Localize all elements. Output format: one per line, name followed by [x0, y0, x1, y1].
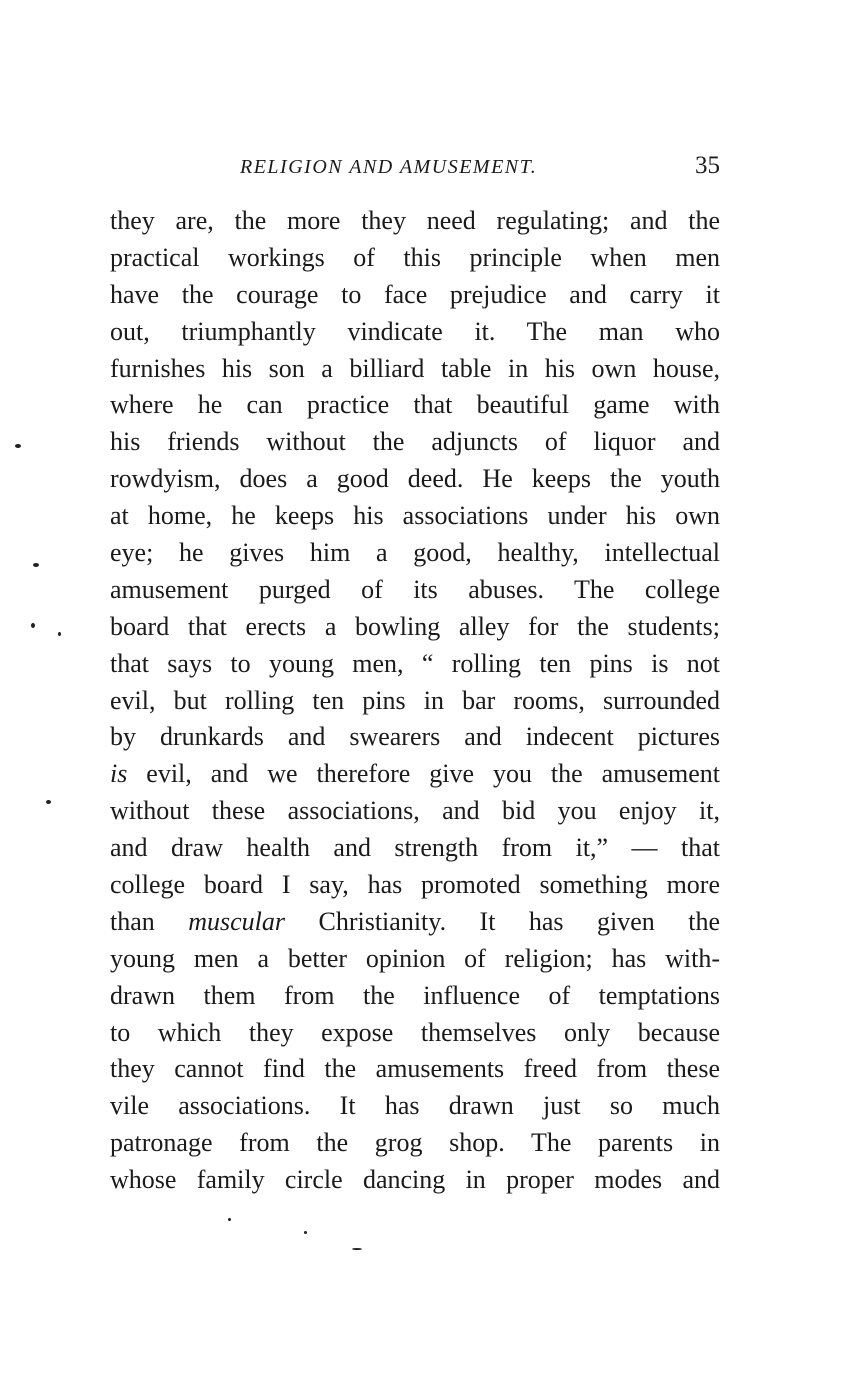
text-line: drawn them from the influence of temptations	[110, 980, 720, 1010]
text-line: amusement purged of its abuses. The college	[110, 574, 720, 604]
text-line: practical workings of this principle when men	[110, 242, 720, 272]
text-line: out, triumphantly vindicate it. The man who	[110, 316, 720, 346]
scan-speck	[228, 1218, 231, 1221]
emphasis-word: is	[110, 759, 128, 789]
text-line-rest: Christianity. It has given the	[318, 906, 720, 936]
scan-speck	[46, 800, 51, 804]
text-line: his friends without the adjuncts of liquor and	[110, 427, 720, 457]
text-line: young men a better opinion of religion; has with-	[110, 943, 720, 973]
text-line: vile associations. It has drawn just so much	[110, 1091, 720, 1121]
text-line-rest: evil, and we therefore give you the amusement	[146, 759, 720, 789]
text-line: evil, but rolling ten pins in bar rooms, surrounded	[110, 685, 720, 715]
text-line	[110, 904, 720, 941]
text-line: eye; he gives him a good, healthy, intellectual	[110, 538, 720, 568]
page-number: 35	[695, 152, 720, 179]
text-line: they are, the more they need regulating; and the	[110, 206, 720, 235]
text-line: they cannot find the amusements freed from these	[110, 1054, 720, 1084]
text-line: where he can practice that beautiful game with	[110, 390, 720, 420]
text-line: and draw health and strength from it,” — that	[110, 833, 720, 863]
running-head: RELIGION AND AMUSEMENT.	[240, 156, 538, 178]
scan-speck	[352, 1248, 362, 1250]
text-word: than	[110, 906, 155, 936]
text-line: at home, he keeps his associations under his own	[110, 501, 720, 531]
scan-speck	[304, 1231, 307, 1234]
scan-speck	[58, 632, 61, 636]
text-line: patronage from the grog shop. The parents in	[110, 1128, 720, 1158]
emphasis-word: muscular	[188, 906, 286, 936]
text-line	[110, 756, 720, 793]
text-line: whose family circle dancing in proper modes and	[110, 1165, 720, 1195]
text-line: furnishes his son a billiard table in his own house,	[110, 353, 720, 383]
text-line: have the courage to face prejudice and carry it	[110, 279, 720, 309]
text-line: without these associations, and bid you enjoy it,	[110, 796, 720, 826]
page-header	[110, 152, 720, 192]
text-line: that says to young men, “ rolling ten pins is not	[110, 648, 720, 678]
text-line: to which they expose themselves only because	[110, 1017, 720, 1047]
body-text	[110, 203, 720, 1199]
text-line: college board I say, has promoted something more	[110, 870, 720, 900]
text-line: rowdyism, does a good deed. He keeps the youth	[110, 464, 720, 494]
scan-speck	[15, 444, 21, 448]
scan-speck	[33, 563, 39, 567]
text-line: board that erects a bowling alley for the students;	[110, 611, 720, 641]
text-line: by drunkards and swearers and indecent pictures	[110, 722, 720, 752]
scan-speck	[31, 623, 35, 628]
